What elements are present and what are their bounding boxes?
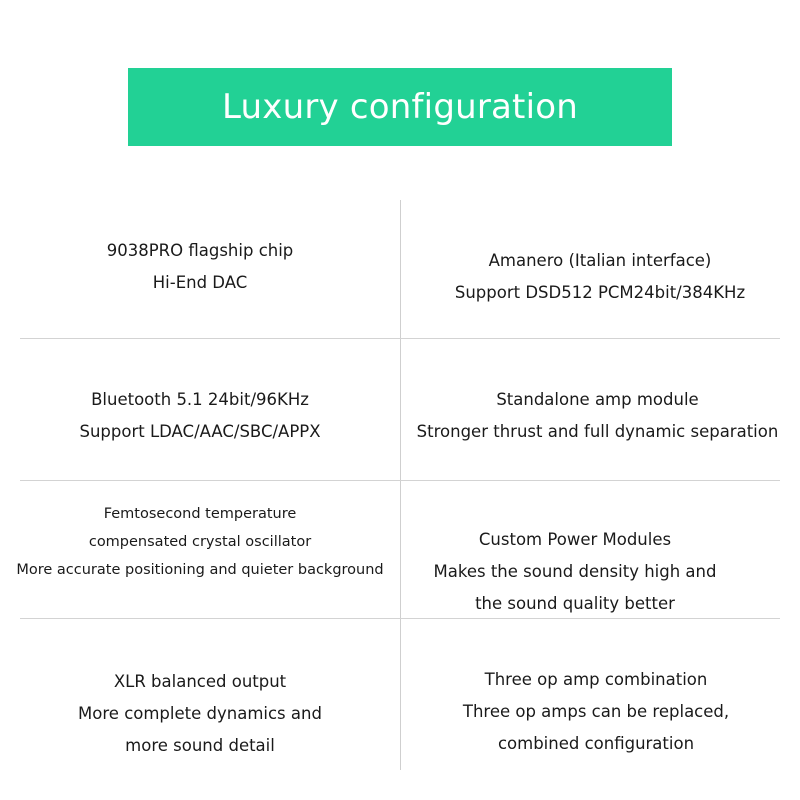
feature-detail: more sound detail [125, 736, 275, 755]
feature-detail: the sound quality better [475, 594, 675, 613]
feature-title: Amanero (Italian interface) [488, 251, 712, 270]
feature-crystal-oscillator [0, 500, 400, 584]
feature-detail: Support LDAC/AAC/SBC/APPX [79, 422, 321, 441]
feature-bluetooth [0, 384, 400, 448]
feature-title: Femtosecond temperature [103, 506, 297, 522]
feature-detail: Three op amps can be replaced, [462, 702, 730, 721]
grid-row-divider [20, 480, 780, 481]
feature-title: XLR balanced output [113, 672, 287, 691]
feature-detail: More complete dynamics and [78, 704, 322, 723]
feature-title: Bluetooth 5.1 24bit/96KHz [91, 390, 309, 409]
feature-detail: Makes the sound density high and [433, 562, 717, 581]
feature-title: Custom Power Modules [478, 530, 672, 549]
feature-xlr-output [0, 666, 400, 762]
feature-detail: Hi-End DAC [152, 273, 248, 292]
feature-title: Three op amp combination [484, 670, 708, 689]
feature-power-modules [375, 524, 775, 620]
grid-row-divider [20, 338, 780, 339]
feature-op-amps [396, 664, 796, 760]
feature-detail: compensated crystal oscillator [88, 534, 312, 550]
feature-usb-interface [400, 245, 800, 309]
feature-detail: Support DSD512 PCM24bit/384KHz [454, 283, 746, 302]
feature-amp-module [400, 384, 795, 448]
page-title: Luxury configuration [221, 87, 578, 127]
feature-detail: More accurate positioning and quieter background [16, 562, 384, 578]
feature-dac-chip [0, 235, 400, 299]
feature-detail: Stronger thrust and full dynamic separation [416, 422, 779, 441]
feature-detail: combined configuration [497, 734, 695, 753]
feature-title: 9038PRO flagship chip [106, 241, 294, 260]
feature-title: Standalone amp module [496, 390, 699, 409]
title-banner [128, 68, 672, 146]
